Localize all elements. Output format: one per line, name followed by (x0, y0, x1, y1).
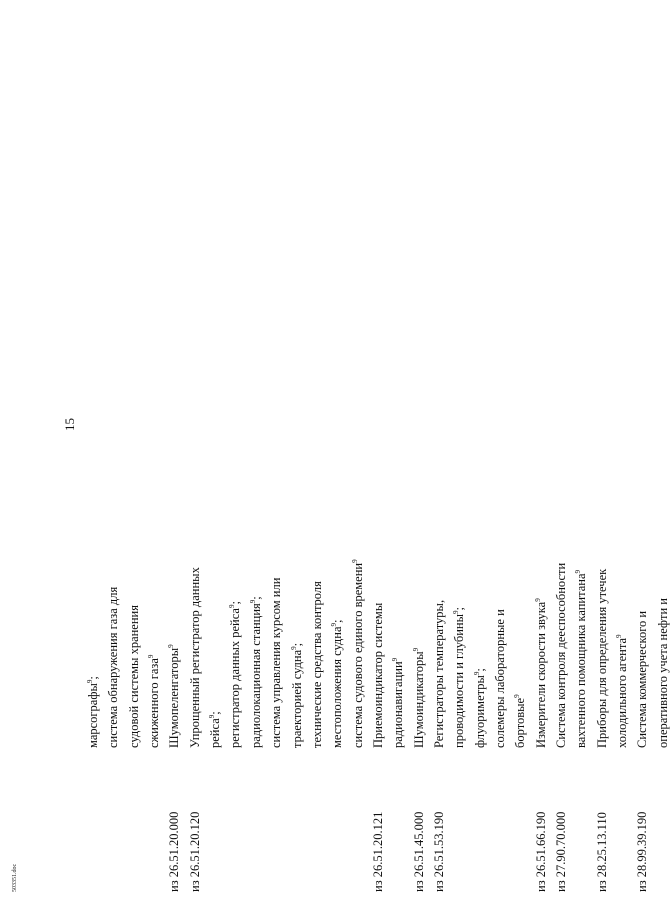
item-description (291, 643, 304, 748)
item-description (636, 611, 649, 748)
okpd-code: из 26.51.20.121 (370, 811, 385, 892)
punctuation: ; (330, 619, 345, 623)
item-description (657, 598, 670, 748)
description-text: Шумопеленгаторы (167, 647, 182, 748)
footnote-ref: 9 (391, 657, 400, 662)
footnote-ref: 9 (452, 610, 461, 614)
description-text: система обнаружения газа для (106, 586, 121, 748)
footnote-ref: 9 (614, 634, 623, 638)
item-description (331, 619, 344, 748)
description-text: Упрощенный регистратор данных (187, 567, 202, 748)
item-description (352, 559, 365, 748)
punctuation: ; (472, 668, 487, 672)
description-text: Регистраторы температуры, (431, 599, 446, 748)
item-description (596, 569, 609, 748)
item-description (474, 668, 487, 748)
footnote-ref: 9 (574, 569, 583, 574)
description-text: система судового единого времени (350, 562, 365, 748)
description-text: радионавигации (391, 661, 406, 748)
item-description (453, 607, 466, 748)
description-text: Измерители скорости звука (533, 601, 548, 748)
item-description (535, 598, 548, 748)
description-text: марсографы (86, 683, 100, 748)
okpd-code: из 28.25.13.110 (594, 812, 609, 892)
item-description (189, 567, 202, 748)
footnote-ref: 9 (350, 559, 359, 563)
punctuation: ; (208, 711, 223, 715)
description-text: флуориметры (472, 675, 487, 748)
description-text: Система коммерческого и (635, 610, 650, 748)
okpd-code: из 26.51.20.000 (167, 811, 182, 892)
item-description (433, 600, 446, 748)
footnote-ref: 9 (228, 604, 237, 609)
description-text: солемеры лабораторные и (493, 609, 507, 748)
footnote-ref: 9 (472, 671, 481, 676)
footnote-ref: 9 (146, 654, 155, 659)
item-description (311, 581, 324, 748)
item-description (413, 648, 426, 748)
description-text: холодильного агента (615, 637, 630, 748)
punctuation: ; (228, 601, 243, 605)
description-text: проводимости и глубины (452, 613, 467, 748)
footnote-ref: 9 (85, 679, 94, 684)
okpd-code: из 26.51.45.000 (411, 811, 426, 892)
item-description (209, 711, 222, 748)
description-text: регистратор данных рейса (228, 608, 243, 748)
item-description (270, 578, 283, 748)
description-text: оперативного учета нефти и (655, 598, 670, 748)
item-description (128, 605, 141, 748)
footnote-ref: 9 (289, 646, 298, 650)
description-text: технические средства контроля (309, 581, 324, 748)
item-description (555, 563, 568, 748)
item-description (514, 694, 527, 748)
description-text: радиолокационная станция (248, 603, 263, 748)
footnote-ref: 9 (411, 647, 420, 652)
item-description (148, 655, 161, 748)
footnote-ref: 9 (207, 714, 216, 719)
okpd-code: из 27.90.70.000 (554, 811, 569, 892)
description-text: вахтенного помощника капитана (574, 573, 589, 748)
description-text: местоположения судна (330, 626, 345, 748)
description-text: Приемоиндикатор системы (370, 602, 385, 748)
okpd-code: из 26.51.66.190 (533, 811, 548, 892)
item-description (250, 596, 263, 748)
item-description (494, 609, 507, 748)
description-text: Приборы для определения утечек (594, 568, 609, 748)
item-description (372, 603, 385, 748)
item-description (616, 634, 629, 748)
description-text: траекторией судна (289, 649, 304, 748)
punctuation: ; (289, 642, 304, 647)
item-description (107, 587, 120, 748)
punctuation: ; (452, 607, 467, 611)
item-description (168, 644, 181, 748)
description-text: сжиженного газа (147, 658, 162, 748)
footnote-ref: 9 (533, 598, 542, 602)
footnote-ref: 9 (248, 599, 257, 604)
footnote-ref: 9 (513, 694, 522, 698)
description-text: Система контроля дееспособности (554, 562, 569, 748)
item-description (392, 658, 405, 748)
item-description (575, 570, 588, 748)
okpd-code: из 26.51.20.120 (187, 811, 202, 892)
description-text: бортовые (513, 697, 528, 748)
okpd-code: из 28.99.39.190 (635, 811, 650, 892)
description-text: система управления курсом или (269, 577, 284, 748)
description-text: судовой системы хранения (126, 605, 141, 748)
footnote-ref: 9 (330, 622, 339, 627)
footer-doc-name: 503351.doc (12, 863, 18, 892)
description-text: рейса (208, 718, 223, 748)
description-text: Шумоиндикаторы (411, 651, 426, 748)
punctuation: ; (248, 596, 263, 600)
page-number: 15 (62, 418, 77, 431)
item-description (229, 601, 242, 748)
punctuation: ; (86, 676, 100, 680)
okpd-code: из 26.51.53.190 (431, 811, 446, 892)
footnote-ref: 9 (167, 644, 176, 648)
item-description (87, 676, 100, 748)
